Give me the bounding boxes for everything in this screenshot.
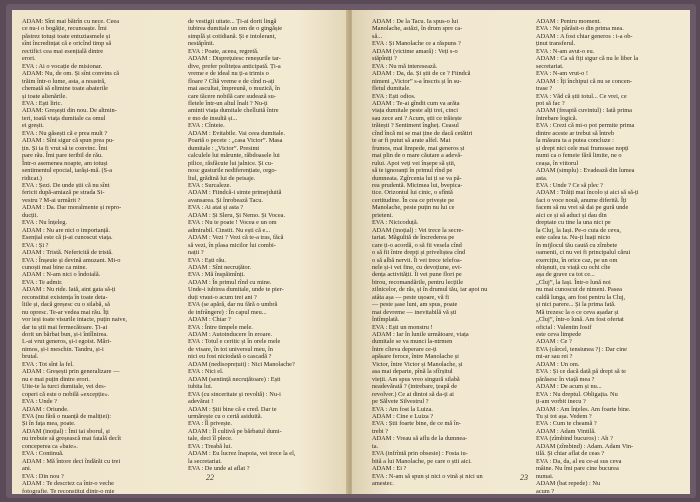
text-line: liile și, dacă greșesc cu o silabă, să (22, 301, 110, 309)
text-line: Într-o asemenea noapte, am totuși (22, 159, 108, 167)
text-line: zilnicelor, de răs, și în drumul tău, iar apoi nu (372, 286, 488, 294)
text-line: trăiești ? Sentiment îngheț. Ceasul (372, 122, 459, 130)
text-line: ani. (22, 465, 32, 473)
text-line: ADAM : Nu are nici o importanță. (22, 226, 110, 234)
text-line: este calea ta. Nu-ți luați nicio (536, 234, 611, 242)
text-line: vreme e de ideal nu ți-a trimis o (188, 70, 269, 78)
page-number-right: 23 (520, 473, 528, 482)
text-line: și drept nici cele mai frumoase nopți (536, 144, 629, 152)
text-line: ADAM : N-am nici o îndoială. (22, 271, 101, 279)
text-line: mai plin de o mare căutare a adevă- (372, 152, 463, 160)
text-line: EVA : Nici el. (188, 368, 224, 376)
text-line: EVA (nu fără o nuanță de maliției): (22, 413, 112, 421)
text-line: iubita lui. (188, 383, 213, 391)
text-line: ADAM (zîmbind) : Adam. Adam Vin- (536, 442, 634, 450)
text-line: să vezi, în plasa micilor lui combi- (188, 241, 276, 249)
text-line: exercițiu, în orice caz, pe un om (536, 256, 618, 264)
text-line: trăim într-o lume, asta, a noastră, (22, 77, 106, 85)
text-line: EVA : Și Manolache ce a răspuns ? (372, 40, 461, 48)
text-line: secretariat. (536, 62, 564, 70)
text-line: obișnuit, cu viață cu ochi cîte (536, 263, 611, 271)
text-line: ADAM (sentință necruțătoare) : Ești (188, 375, 281, 383)
text-line: ei greșit. (22, 122, 44, 130)
text-line: ADAM (freapiă cuvintul) : Iată prima (536, 107, 633, 115)
text-line: ADAM: Sînt mai bătrîn cu nece. Ceea (22, 18, 120, 25)
text-line: ADAM : Adam Vintilă. (536, 427, 596, 435)
text-line: sînt încredințat că e oricînd timp să (22, 40, 112, 48)
text-line: o să fii între drepți și priveliștea cînd (372, 249, 466, 257)
text-line: prieteni. (372, 211, 393, 219)
text-line: EVA : Cum te cheamă ? (536, 420, 597, 428)
text-line: EVA : Continuă. (22, 450, 64, 458)
text-line: ADAM : Iar în lunile următoare, viața (372, 331, 469, 339)
text-line: ducții. (22, 211, 39, 219)
text-line: EVA : Ești rău. (188, 256, 226, 264)
text-line: conceperea ca «baie». (22, 442, 78, 450)
left-page-column-1 (22, 18, 164, 495)
text-line: întîmplată. (372, 316, 400, 324)
text-line: să... (372, 32, 383, 40)
text-line: EVA : Ne părăsit-o din prima mea. (536, 25, 624, 33)
text-line: nimeni „Victor” s-a înscris și în su- (372, 77, 462, 85)
text-line: la măsura ta a putea concluze : (536, 137, 614, 145)
text-line: ADAM : Sînt necruțător. (188, 263, 252, 271)
text-line: ADAM : Te-ai gîndit cum va arăta (372, 99, 460, 107)
text-line: EVA : Ai o vocație de misionar. (22, 62, 103, 70)
text-line: vestru ? M-ai urmărit ? (22, 196, 81, 204)
text-line: EVA : Da, da, al eu ce-ai sus ceva (536, 457, 622, 465)
text-line: numai. (536, 472, 554, 480)
text-line: asta. (536, 174, 548, 182)
text-line: ADAM (inoțial) : Îmi tai sborul, și (22, 427, 110, 435)
text-line: ADAM : Vreau să aflu de la dumnea- (372, 435, 468, 443)
text-line: ADAM (bat repede) : Nu (536, 480, 601, 488)
right-page (352, 10, 690, 494)
text-line: Mă trezesc la o ce ceva așadar și (536, 308, 619, 316)
text-line: certitudine. În cea ce privește pe (372, 196, 455, 204)
text-line: ADAM : În primul rînd cu mine. (188, 278, 272, 286)
text-line: EVA : Te admir. (22, 278, 63, 286)
text-line: EVA : Și ? (22, 241, 49, 249)
text-line: EVA : Șezi. De unde știi că nu sînt (22, 181, 110, 189)
text-line: țin. Și ia fi vrut să te convinc. Îmi (22, 144, 108, 152)
text-line: Esențial este că ți-ai cunoscut viața. (22, 234, 113, 242)
text-line: oficial : Valentin Iosif (536, 323, 592, 331)
text-line: EVA : Poate, aceea, regretă. (188, 47, 259, 55)
text-line: ADAM : Mă întore deci îndărăt cu trei (22, 457, 121, 465)
text-line: ceașa, în viitorul (536, 159, 579, 167)
text-line: EVA : Ești odios. (372, 92, 416, 100)
text-line: rea prudentă. Micimea lui, bvepica- (372, 181, 463, 189)
text-line: — peste șase luni, am spus, poate (372, 301, 458, 309)
text-line: nu opresc. Te-ar vedea mai rău. Îți (22, 308, 109, 316)
text-line: liul, grădină lui de peisaje. (188, 174, 256, 182)
text-line: EVA : Cînteie. (188, 122, 225, 130)
text-line: EVA : Treabă lui. (188, 442, 232, 450)
text-line: brutal. (22, 353, 39, 361)
text-line: cînd încă mi se mai ține de dacă cetătiri (372, 129, 473, 137)
text-line: trebi ? (372, 427, 389, 435)
text-line: ADAM : Disprețuiesc reneșurile tar- (188, 55, 281, 63)
text-line: fletul dumitale. (372, 85, 411, 93)
text-line: ADAM : Oriunde. (22, 405, 69, 413)
text-line: stăpîniți ? (372, 55, 397, 63)
text-line: și nici parere... Și la prima fată. (536, 301, 616, 309)
text-line: adevărat ! (188, 398, 214, 406)
text-line: EVA : Nu te poate ! Vocea e un om (188, 219, 277, 227)
text-line: ADAM : Îți închipui că nu se concen- (536, 77, 633, 85)
text-line: oamenii, ci nu vei fi principalul cărui (536, 249, 631, 257)
text-line: EVA : Știi foarte bine, de ce mă în- (372, 420, 461, 428)
text-line: EVA : Din nou ? (22, 472, 64, 480)
right-page-column-2 (536, 18, 678, 495)
text-line: sau zece ani ? Acum, știi ce trăiește (372, 114, 462, 122)
text-line: păstrez totuși toate entuziasmele și (22, 32, 111, 40)
text-line: nații ? (188, 249, 204, 257)
text-line: apăsare feroce, între Manolache și (372, 353, 459, 361)
text-line: EVA : Nu găsești că e prea mult ? (22, 129, 108, 137)
text-line: Tu și tot așa. Vedem ? (536, 413, 592, 421)
text-line: dreptate cu tine la una nici pe (536, 219, 611, 227)
text-line: neadevărată ? (intrebare, țeapă de (372, 383, 458, 391)
text-line: tice. Orizontul lui cinic, o sfîntă (372, 189, 453, 197)
text-line: ADAM : Sînt sigur că spun prea pu- (22, 137, 115, 145)
text-line: o să albă nervii. Îi vei trece telefoa- (372, 256, 462, 264)
text-line: Poartă o pecete : „casa Victor”. Masa (188, 137, 283, 145)
text-line: ADAM : A fost chiar generos : i-a ob- (536, 32, 633, 40)
text-line: ADAM : Ce ? (536, 338, 572, 346)
text-line: EVA : Mă înspăimînți. (188, 271, 245, 279)
text-line: ADAM : Trăiți mai încolo și aici să să-ți (536, 189, 639, 197)
text-line: EVA (se apără, dar nu fără o umbră (188, 301, 278, 309)
text-line: ADAM : Da, da. Și știi de ce ? Fiindcă (372, 70, 471, 78)
text-line: nu e mai puțin dintre erori. (22, 375, 91, 383)
text-line: faci o voce nouă, anume diferită. Îți (536, 196, 627, 204)
text-line: fotografie. Te reconstitui dintr-o mie (22, 487, 115, 495)
text-line: și toate alienările. (22, 92, 67, 100)
text-line: ținut transferul. (536, 40, 576, 48)
text-line: nestăpînit. (188, 40, 215, 48)
text-line: dorit un bărbat bun, și-i întîlnirea. (22, 331, 108, 339)
text-line: EVA : Și ce dacă dată pă drept să te (536, 368, 626, 376)
text-line: reconstitui existența în toate deta- (22, 293, 108, 301)
text-line: ADAM : Evitabile. Vai ceea dumitale. (188, 129, 285, 137)
text-line: urmărește cu o certă asiduită. (188, 413, 263, 421)
text-line: fericit după-amiază pe strada Si- (22, 189, 105, 197)
text-line: ți-am vorbit inecu ? (536, 398, 586, 406)
text-line: EVA : Am fost la Luiza. (372, 405, 433, 413)
text-line: cunoști mai bine ca mine. (22, 263, 88, 271)
text-line: EVA : Ești liric. (22, 99, 63, 107)
book-spread (6, 4, 696, 498)
text-line: ridicat.) (22, 174, 42, 182)
text-line: ADAM : Nu ride. Iată, aint gata să-ți (22, 286, 116, 294)
text-line: ADAM (inoțial) : Vei trece la secre- (372, 226, 464, 234)
text-line: dumitale se va munci la-ntrmen (372, 338, 453, 346)
right-page-column-1 (372, 18, 514, 488)
left-page-column-2 (188, 18, 330, 473)
text-line: dar tu știi mai fermecătoare. Ți-ai (22, 323, 108, 331)
text-line: e mo de insultă și... (188, 114, 238, 122)
text-line: EVA : Înșeuie și devină amuzant. Mi-o (22, 256, 121, 264)
text-line: EVA (zîmbind bucuros) : Ah ? (536, 435, 613, 443)
text-line: în mijlocul tău caută cu zîmbete (536, 241, 618, 249)
text-line: ADAM (victime amară) : Veți s-o (372, 47, 458, 55)
text-line: Uite-te la turci dumitale, vei des- (22, 383, 106, 391)
text-line: EVA : Unde ? Ce să plec ? (536, 181, 604, 189)
text-line: dența activității. Îi vei pune flori pe (372, 271, 462, 279)
text-line: EVA : Ai atai și asta ? (188, 204, 244, 212)
text-line: EVA : Îl privește. (188, 420, 232, 428)
text-line: ADAM: Nu, de om. Și sînt convins că (22, 70, 120, 78)
text-line: EVA : Nicicoduță. (372, 219, 419, 227)
text-line: EVA (cârcel, tensiunea ?) : Dar cine (536, 345, 627, 353)
text-line: birou, recomandările, pentru lecțiile (372, 278, 464, 286)
text-line: pe Sălvete Silvestrul ? (372, 398, 429, 406)
text-line: EVA : Nu înțeleg. (22, 219, 67, 227)
text-line: ADAM : Fiindcă-i simte primejduită (188, 189, 282, 197)
text-line: calculele lui mărunte, răbdoasele lui (188, 152, 280, 160)
text-line: EVA : Nu dreptul. Obligația. Nu (536, 390, 618, 398)
text-line: acum ? (536, 487, 555, 495)
text-line: ADAM : Eu lucrez înapoia, vei trece la el, (188, 450, 296, 458)
left-page (12, 10, 348, 494)
text-line: dintre aceste ar trebui să întreb (536, 129, 615, 137)
text-line: nosc gusturile nediferențiate, orgo- (188, 167, 277, 175)
text-line: nici eu fost niciodată o cascadă ? (188, 353, 272, 361)
text-line: ADAM : Tristă. Nefericită de tristă. (22, 249, 113, 257)
text-line: coperi că este o nobilă «excepție». (22, 390, 110, 398)
text-line: nu trebuie să greșească mai fatală decît (22, 435, 121, 443)
text-line: sentimentul epocial, iarăși-mă. (S-a (22, 167, 113, 175)
text-line: avansarea. Și înrobează Tacu. (188, 196, 263, 204)
text-line: aici ce și să aduci și dau din (536, 211, 607, 219)
text-line: admirabil. Cinstit. Nu ești că e... (188, 226, 271, 234)
text-line: să te ignoranți în primul rînd pe (372, 167, 453, 175)
text-line: tale, deci îl plece. (188, 435, 233, 443)
text-line: ADAM : Și Sleru, Și Nemo. Și Vocea. (188, 211, 286, 219)
text-line: chemată să elimine toate abaterile (22, 85, 108, 93)
text-line: iubirea dumitale un om de o gingășie (188, 25, 283, 33)
text-line: EVA : Văd că știi totul... Ce vrei, ce (536, 92, 627, 100)
text-line: floare ? Cîtă vreme e de cînd n-ați (188, 77, 275, 85)
text-line: EVA : N-am vrut-o ! (536, 70, 589, 78)
text-line: Unde-i iubirea dumitale, unde te pier- (188, 286, 284, 294)
text-line: vieții. Am spus vreo singură silabă (372, 375, 460, 383)
text-line: fletele într-un altul înalt ? Nu-ți (188, 99, 268, 107)
text-line: ADAM : Pentru moment. (536, 18, 601, 25)
text-line: dumneata. Zgîrcenia lui ți se va pă- (372, 174, 462, 182)
text-line: ADAM : De la Tacu. Ia spus-o lui (372, 18, 459, 25)
text-line: părăsesc în viață mea ? (536, 375, 595, 383)
text-line: te ar fi putut să arate alfel. Mai (372, 137, 451, 145)
text-line: „Cluj”, la Iași. Într-o lună noi (536, 278, 611, 286)
text-line: ta. (372, 442, 379, 450)
text-line: mâine. Nu îmi pare cine bucurea (536, 465, 619, 473)
text-line: întrebare logică. (536, 114, 578, 122)
text-line: ADAM : Te descriez ca într-o veche (22, 480, 114, 488)
text-line: ADAM : Ei ? (372, 465, 407, 473)
text-line: ADAM (simplu) : Evadează din lumea (536, 167, 635, 175)
text-line: ADAM : Autoinducere în eroare. (188, 331, 273, 339)
text-line: EVA : Surcaleze. (188, 181, 232, 189)
text-line: amestec. (372, 480, 395, 488)
text-line: mi-ar sau rei ? (536, 353, 573, 361)
text-line: EVA : Crezi că mi-o pot permite prima (536, 122, 635, 130)
text-line: rului. Apoi veți vei înșepe să știi, (372, 159, 456, 167)
text-line: ADAM : Chiar ? (188, 316, 231, 324)
text-line: EVA : Între timpele mele. (188, 323, 253, 331)
text-line: revolver.) Ce ai dintoi să da-ți ai (372, 390, 454, 398)
text-line: dive, prefer politețea anticipată. Ți-a (188, 62, 281, 70)
text-line: EVA : Tot sînt la fel. (22, 360, 74, 368)
text-line: asa mai departe, pînă la sfîrșitul (372, 368, 453, 376)
text-line: ADAM : Un om. (536, 360, 580, 368)
text-line: dumitale : „Victor”. Presimt (188, 144, 260, 152)
text-line: L-ai vrut generos, și-i egoist. Mări- (22, 338, 112, 346)
text-line: ADAM: Greșești din nou. De altmin- (22, 107, 117, 115)
text-line: EVA : Nu mă interesează. (372, 62, 438, 70)
text-line: nu mai cunoscut de nimeni. Pasea (536, 286, 622, 294)
text-line: nimos, și-i meschin. Tandru, și-i (22, 345, 104, 353)
text-line: de vestigii uitate... Ți-ai dorit lingă (188, 18, 277, 25)
text-line: Victor, între Victor și Manolache, și (372, 360, 463, 368)
text-line: vor ieși toate visurile intacte, puțin naive, (22, 316, 127, 324)
text-line: de visare, în tot universul meu, în (188, 345, 273, 353)
text-line: duți vraut-o acum trei ani ? (188, 293, 257, 301)
text-line: facem să nu vrei să dai pe gură unde (536, 204, 629, 212)
text-line: la Cluj, la Iași. Pe-o cuia de ceva, (536, 226, 621, 234)
page-number-left: 22 (206, 473, 214, 482)
text-line: caldă lunga, am fost pentru la Cluj, (536, 293, 626, 301)
text-line: ADAM : Vezi ? Vezi că te-a tras, făcă (188, 234, 284, 242)
text-line: EVA (cu sinceritate și revoltă) : Nu-i (188, 390, 281, 398)
text-line: Manolache, peste puțin nu lui ce (372, 204, 455, 212)
text-line: pot să fac ? (536, 99, 565, 107)
text-line: ADAM : Greșești prin generalizare — (22, 368, 120, 376)
text-line: este ceva limpede (536, 331, 582, 339)
text-line: bită a lui Manolache, pe care o știi aici. (372, 457, 472, 465)
text-line: ADAM : Ca să fiți sigur că nu le liber la (536, 55, 639, 63)
text-line: „Cluj”, într-o lună. Am fost ofertat (536, 316, 624, 324)
text-line: ADAM : Știi bine că e cred. Dar te (188, 405, 277, 413)
text-line: frumos, mai limpede, mai generos și (372, 144, 465, 152)
text-line: tilă. Și chiar aflat de ceas ? (536, 450, 605, 458)
text-line: mai ascultat, împreună, o muzică, în (188, 85, 280, 93)
text-line: EVA (infrîntă prin obsesie) : Fosta iu- (372, 450, 468, 458)
text-line: pilice, răsfăcute lui jalnice. Și cu- (188, 159, 274, 167)
text-line: care tăcere nobilă care sudează su- (188, 92, 276, 100)
text-line: care ți-o acordă, o să fii vesela cînd (372, 241, 462, 249)
text-line: între cîteva deperare ce-ți (372, 345, 437, 353)
text-line: EVA : Ești un monstru ! (372, 323, 433, 331)
text-line: ADAM : De acum și nu... (536, 383, 602, 391)
text-line: de infrângere) : În capul meu... (188, 308, 267, 316)
text-line: EVA : Totul e ceritic și în orele mele (188, 338, 281, 346)
text-line: ADAM : Cine e Luiza ? (372, 413, 434, 421)
text-line: ADAM (nedisoprețuit) : Nici Manolache? (188, 360, 295, 368)
text-line: erori. (22, 55, 36, 63)
text-line: atâta așa — peste ușoare, vă fi (372, 293, 449, 301)
text-line: Și în fața mea, poate. (22, 420, 76, 428)
text-line: EVA : De unde ai aflat ? (188, 465, 250, 473)
text-line: tariat. Măgulită de încrederea pe (372, 234, 455, 242)
text-line: EVA : Unde ? (22, 398, 57, 406)
text-line: ADAM : Am înțeles. Am foarte bine. (536, 405, 631, 413)
text-line: trase ? (536, 85, 553, 93)
text-line: nele și-i vei fine, cu devoțiune, evi- (372, 263, 462, 271)
text-line: simplă și cotidiană. Și e intolerant, (188, 32, 276, 40)
text-line: așa de grave ca tot ce... (536, 271, 595, 279)
text-line: EVA : N-am să spun și nici o vină și nici un (372, 472, 483, 480)
text-line: ADAM : Îl cultivă pe bărbatul dumi- (188, 427, 282, 435)
text-line: teri, toată viața dumitale ca omul (22, 114, 106, 122)
text-line: la secretariat. (188, 457, 222, 465)
text-line: mai devreme — inevitabilă vă ști (372, 308, 457, 316)
text-line: Manolache, astăzi, în drum spre ca- (372, 25, 463, 33)
text-line: ADAM : Da. Dar moralmente și repro- (22, 204, 122, 212)
text-line: viața dumitale peste alți trei, cinci (372, 107, 458, 115)
text-line: numi ca o femeie fără limite, ne o (536, 152, 622, 160)
text-line: EVA : N-am avut-o eu. (536, 47, 595, 55)
text-line: pare rău. Îmi pare teribil de rău. (22, 152, 103, 160)
text-line: rectifici cea mai esențială dintre (22, 47, 104, 55)
text-line: aminti viața dumitale chelluită între (188, 107, 279, 115)
text-line: ce nu-i o bogăție, recunoaște. Îmi (22, 25, 107, 33)
